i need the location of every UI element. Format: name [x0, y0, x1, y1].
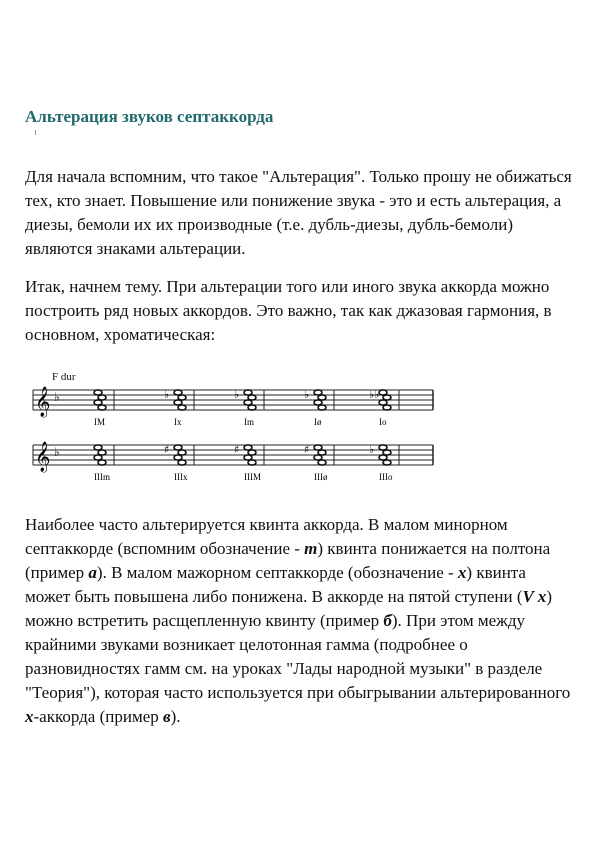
text-run: ). В малом мажорном септаккорде (обозначение - [96, 563, 458, 582]
chord-note [98, 460, 106, 465]
example-v: в [163, 707, 171, 726]
text-run: -аккорда (пример [33, 707, 163, 726]
chord-note [383, 460, 391, 465]
paragraph-intro: Для начала вспомним, что такое "Альтерация". Только прошу не обижаться тех, кто знает. Повышение или понижение звука - это и есть альтерация, а диезы, бемоли их их производные (т.е. дубль-диезы, дубль-бемоли) являются знаками альтерации. [25, 167, 572, 258]
accidental-icon: ♯ [304, 443, 310, 456]
chord-note [178, 460, 186, 465]
text-run: ). При этом между крайними звуками возникает целотонная гамма (подробнее о разновидностях гамм см. на уроках "Лады народной музыки" в разделе "Теория"), которая часто используется при обыгрывании альтерированного [25, 611, 571, 702]
text-run: Наиболее часто альтерируется квинта аккорда. В малом минорном септаккорде (вспомним обозначение - [25, 515, 508, 558]
chord-label: Io [379, 417, 387, 427]
accidental-icon: ♯ [164, 443, 170, 456]
paragraph-topic: Итак, начнем тему. При альтерации того или иного звука аккорда можно построить ряд новых аккордов. Это важно, так как джазовая гармония, в основном, хроматическая: [25, 277, 552, 344]
chord-note [248, 405, 256, 410]
chord-label: IIIx [174, 472, 188, 482]
example-a: а [88, 563, 97, 582]
accidental-icon: ♭ [369, 443, 375, 456]
text-run: ) квинта понижается на полтона (пример [25, 539, 551, 582]
symbol-x: x [457, 563, 467, 582]
text-run: ) квинта может быть повышена либо понижена. В аккорде на пятой ступени ( [25, 563, 526, 606]
chord-label: IIIø [314, 472, 328, 482]
page-title: Альтерация звуков септаккорда [25, 107, 274, 126]
key-label: F dur [52, 371, 76, 383]
chord-note [248, 460, 256, 465]
chord-label: IIIo [379, 472, 393, 482]
key-flat-icon: ♭ [54, 390, 60, 404]
accidental-icon: ♭♭ [369, 388, 380, 401]
chord-note [318, 405, 326, 410]
symbol-m: m [304, 539, 318, 558]
divider-mark [35, 130, 36, 135]
accidental-icon: ♯ [234, 443, 240, 456]
chord-note [178, 405, 186, 410]
chord-note [98, 405, 106, 410]
chord-note [383, 405, 391, 410]
treble-clef-icon: 𝄞 [35, 387, 51, 417]
treble-clef-icon: 𝄞 [35, 442, 51, 472]
paragraph-fifth-alteration [25, 513, 573, 729]
chord-label: IM [94, 417, 105, 427]
accidental-icon: ♭ [234, 388, 240, 401]
chord-label: IIIm [94, 472, 110, 482]
text-run: ) можно встретить расщепленную квинту (пример [25, 587, 552, 630]
text-run: ). [170, 707, 181, 726]
accidental-icon: ♭ [164, 388, 170, 401]
symbol-x: x [25, 707, 34, 726]
key-flat-icon: ♭ [54, 445, 60, 459]
chord-note [318, 460, 326, 465]
chord-label: IIIM [244, 472, 261, 482]
accidental-icon: ♭ [304, 388, 310, 401]
symbol-vx: V x [522, 587, 547, 606]
example-b: б [383, 611, 392, 630]
chord-label: Ix [174, 417, 182, 427]
chord-label: Iø [314, 417, 322, 427]
music-notation-figure [28, 365, 438, 500]
chord-label: Im [244, 417, 254, 427]
